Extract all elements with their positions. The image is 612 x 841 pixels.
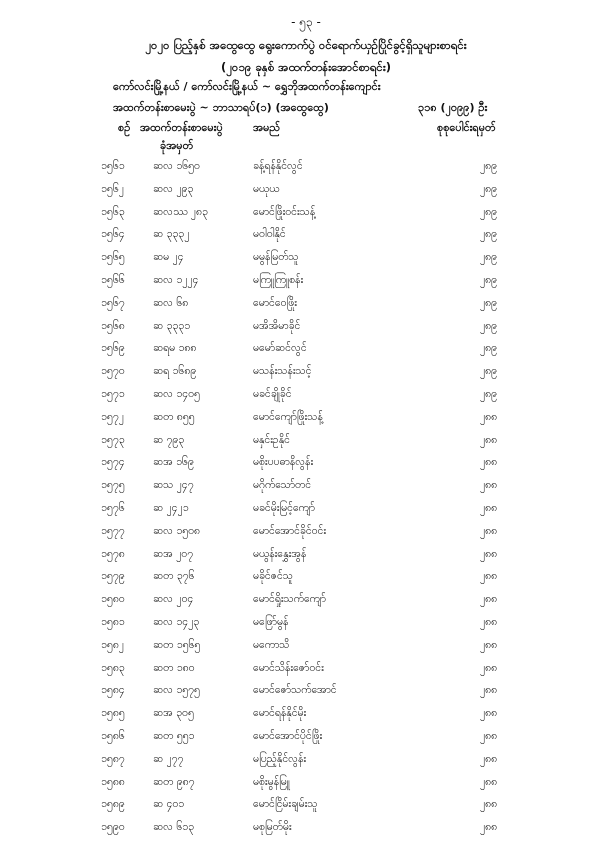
row-name: မကြူကြူစန်း xyxy=(253,273,304,286)
row-reg-number: ဆ ၂၇၇ xyxy=(153,752,184,765)
row-marks: ၂၈၈ xyxy=(480,570,498,583)
table-row xyxy=(0,681,612,704)
row-number: ၁၅၆၅ xyxy=(101,251,125,264)
table-row xyxy=(0,636,612,659)
row-marks: ၂၈၈ xyxy=(480,615,498,628)
row-reg-number: ဆတ ၁၈၀ xyxy=(153,661,195,674)
row-reg-number: ဆလ ၁၄၀၅ xyxy=(153,387,200,400)
row-name: မပြည့်နိုင်လွန်း xyxy=(253,752,307,765)
row-name: မောင်အောင်ခိုင်ဝင်း xyxy=(253,524,327,537)
row-number: ၁၅၆၁ xyxy=(101,160,125,172)
row-marks: ၂၈၉ xyxy=(480,251,498,264)
row-name: မောင်ငြိမ်းချမ်းသူ xyxy=(253,798,318,811)
row-reg-number: ဆရ ၁၆၈၉ xyxy=(153,365,197,378)
row-number: ၁၅၈၁ xyxy=(101,615,125,628)
row-reg-number: ဆလ ၂၀၄ xyxy=(153,593,194,606)
table-row xyxy=(0,431,612,454)
row-number: ၁၅၈၆ xyxy=(101,729,125,742)
row-name: မခင်ချိုခိုင် xyxy=(253,387,292,400)
row-name: မောင်ကျော်ဖြိုးသန့် xyxy=(253,410,323,423)
row-name: မသန်းသန်းသင့် xyxy=(253,365,312,378)
row-marks: ၂၈၈ xyxy=(480,729,498,742)
row-number: ၁၅၆၂ xyxy=(101,182,124,195)
row-name: မောင်ရှိုးသက်ကျော် xyxy=(253,593,326,606)
row-number: ၁၅၇၁ xyxy=(101,387,125,400)
row-marks: ၂၈၈ xyxy=(480,593,498,606)
row-number: ၁၅၆၈ xyxy=(101,319,125,332)
row-marks: ၂၈၈ xyxy=(480,479,498,492)
row-reg-number: ဆတ ၈၅၅ xyxy=(153,410,195,423)
candidate-count: ၃၁၈ (၂၀၉၉) ဦး xyxy=(418,101,488,114)
row-number: ၁၅၇၇ xyxy=(101,524,125,537)
row-reg-number: ဆ ၂၄၂၁ xyxy=(153,501,189,514)
row-reg-number: ဆတ ၃၇၆ xyxy=(153,570,195,583)
row-marks: ၂၈၈ xyxy=(480,524,498,537)
row-number: ၁၅၈၀ xyxy=(101,593,125,606)
row-name: မဝါဝါနိုင် xyxy=(253,228,286,241)
row-marks: ၂၈၉ xyxy=(480,342,498,355)
header-name: အမည် xyxy=(253,121,281,134)
row-reg-number: ဆလ ၂၉၃ xyxy=(153,182,194,195)
row-number: ၁၅၆၃ xyxy=(101,205,125,218)
row-name: မဖြော်မွန် xyxy=(253,615,289,628)
header-marks: စုစုပေါင်းရမှတ် xyxy=(437,121,496,134)
row-reg-number: ဆမ ၂၄ xyxy=(153,251,184,264)
header-reg: အထက်တန်းစာမေးပွဲ xyxy=(140,121,223,134)
header-no: စဉ် xyxy=(118,121,131,134)
row-name: မောင်ဝေဖြိုး xyxy=(253,296,297,309)
table-row xyxy=(0,225,612,248)
row-name: မောင်ဇော်သက်အောင် xyxy=(253,684,337,697)
row-marks: ၂၈၈ xyxy=(480,821,498,834)
row-number: ၁၅၉၀ xyxy=(101,821,125,834)
row-marks: ၂၈၈ xyxy=(480,661,498,674)
row-reg-number: ဆ ၇၉၃ xyxy=(153,433,185,446)
row-number: ၁၅၆၆ xyxy=(101,273,125,286)
row-name: မခိုင်ဇင်သူ xyxy=(253,570,293,583)
row-number: ၁၅၆၉ xyxy=(101,342,125,355)
table-row xyxy=(0,339,612,362)
table-row xyxy=(0,453,612,476)
table-row xyxy=(0,567,612,590)
row-number: ၁၅၇၆ xyxy=(101,501,125,514)
table-row xyxy=(0,750,612,773)
row-number: ၁၅၈၅ xyxy=(101,707,125,720)
row-name: မောင်သိန်းဇော်ဝင်း xyxy=(253,661,324,674)
row-name: မောင်ရန်နိုင်မိုး xyxy=(253,707,307,720)
table-row xyxy=(0,545,612,568)
page-number: - ၅၃ - xyxy=(291,15,321,29)
table-row xyxy=(0,704,612,727)
row-name: မမွန်မြတ်သူ xyxy=(253,251,299,264)
row-number: ၁၅၈၄ xyxy=(101,684,125,697)
table-row xyxy=(0,271,612,294)
row-marks: ၂၈၈ xyxy=(480,798,498,811)
row-name: မစိုးပပဓာနိလွန်း xyxy=(253,456,314,469)
row-reg-number: ဆလ ၁၅၇၅ xyxy=(153,684,200,697)
row-reg-number: ဆလ ၆၈ xyxy=(153,296,189,309)
location-line: ကော်လင်းမြို့နယ် / ကော်လင်းမြို့နယ် ~ ရွှေဘိုအထက်တန်းကျောင်း xyxy=(113,80,381,93)
row-marks: ၂၈၈ xyxy=(480,433,498,446)
row-marks: ၂၈၈ xyxy=(480,410,498,423)
row-reg-number: ဆလ ၆၁၃ xyxy=(153,821,195,834)
row-marks: ၂၈၈ xyxy=(480,775,498,788)
row-reg-number: ဆတ ၅၅၁ xyxy=(153,729,195,742)
row-reg-number: ဆတ ၉၈၇ xyxy=(153,775,195,788)
row-marks: ၂၈၈ xyxy=(480,456,498,469)
row-marks: ၂၈၈ xyxy=(480,638,498,651)
row-marks: ၂၈၉ xyxy=(480,182,498,195)
row-name: မကောသိ xyxy=(253,638,290,651)
row-reg-number: ဆတ ၁၅၆၅ xyxy=(153,638,201,651)
row-name: မစိုးမွန်မြူ xyxy=(253,775,290,788)
row-number: ၁၅၇၈ xyxy=(101,547,125,560)
row-name: မမော်ဆင်လွင် xyxy=(253,342,307,355)
row-name: မနှင်းဥနိုင် xyxy=(253,433,290,446)
row-marks: ၂၈၉ xyxy=(480,387,498,400)
table-row xyxy=(0,157,612,180)
row-number: ၁၅၇၉ xyxy=(101,570,125,583)
table-row xyxy=(0,476,612,499)
table-row xyxy=(0,294,612,317)
row-reg-number: ဆလ ၁၄၂၃ xyxy=(153,615,200,628)
row-reg-number: ဆအ ၁၆၉ xyxy=(153,456,194,469)
row-marks: ၂၈၉ xyxy=(480,296,498,309)
row-marks: ၂၈၉ xyxy=(480,365,498,378)
row-marks: ၂၈၉ xyxy=(480,160,498,172)
row-marks: ၂၈၉ xyxy=(480,205,498,218)
row-number: ၁၅၈၈ xyxy=(101,775,125,788)
table-row xyxy=(0,317,612,340)
row-name: မခင်မိုးမြင့်ကျော် xyxy=(253,501,315,514)
row-reg-number: ဆအ ၃၀၅ xyxy=(153,707,194,720)
row-name: မစုမြတ်မိုး xyxy=(253,821,292,834)
row-marks: ၂၈၈ xyxy=(480,684,498,697)
row-number: ၁၅၇၃ xyxy=(101,433,125,446)
row-reg-number: ဆလ ၁၂၂၄ xyxy=(153,273,199,286)
row-name: မောင်ဖြိုးဝင်းသန့် xyxy=(253,205,316,218)
row-number: ၁၅၈၉ xyxy=(101,798,125,811)
row-marks: ၂၈၈ xyxy=(480,501,498,514)
table-row xyxy=(0,203,612,226)
candidate-list xyxy=(0,157,612,841)
row-marks: ၂၈၉ xyxy=(480,273,498,286)
row-reg-number: ဆ ၃၃၃၂ xyxy=(153,228,190,241)
row-number: ၁၅၇၅ xyxy=(101,479,125,492)
row-number: ၁၅၇၂ xyxy=(101,410,124,423)
row-number: ၁၅၈၃ xyxy=(101,661,125,674)
table-row xyxy=(0,795,612,818)
row-name: မောင်အောင်ပိုင်ဖြိုး xyxy=(253,729,323,742)
table-row xyxy=(0,590,612,613)
row-marks: ၂၈၈ xyxy=(480,707,498,720)
document-title: ၂၀၂၀ ပြည့်နှစ် အထွေထွေ ရွေးကောက်ပွဲ ဝင်ရောက်ယှဉ်ပြိုင်ခွင့်ရှိသူများစာရင်း xyxy=(145,38,467,52)
row-marks: ၂၈၉ xyxy=(480,228,498,241)
row-name: မဂိုက်သော်တင် xyxy=(253,479,312,492)
row-number: ၁၅၆၇ xyxy=(101,296,125,309)
row-reg-number: ဆလဿ ၂၈၃ xyxy=(153,205,208,218)
table-row xyxy=(0,180,612,203)
table-row xyxy=(0,385,612,408)
row-reg-number: ဆသ ၂၄၇ xyxy=(153,479,194,492)
row-reg-number: ဆအ ၂၀၇ xyxy=(153,547,194,560)
row-number: ၁၅၆၄ xyxy=(101,228,125,241)
row-reg-number: ဆလ ၁၆၅၀ xyxy=(153,160,200,172)
table-row xyxy=(0,522,612,545)
document-subtitle: (၂၀၁၉ ခုနှစ် အထက်တန်းအောင်စာရင်း) xyxy=(220,60,391,74)
table-row xyxy=(0,499,612,522)
header-reg-line2: ခုံအမှတ် xyxy=(160,139,194,152)
row-reg-number: ဆလ ၁၅၀၈ xyxy=(153,524,201,537)
row-name: မအိအိမာခိုင် xyxy=(253,319,301,332)
row-name: ခန့်ရန်နိုင်လွင် xyxy=(253,160,303,172)
table-row xyxy=(0,727,612,750)
row-number: ၁၅၈၇ xyxy=(101,752,125,765)
row-marks: ၂၈၈ xyxy=(480,547,498,560)
row-number: ၁၅၇၄ xyxy=(101,456,125,469)
row-number: ၁၅၈၂ xyxy=(101,638,124,651)
table-row xyxy=(0,248,612,271)
table-row xyxy=(0,613,612,636)
table-row xyxy=(0,408,612,431)
row-reg-number: ဆ ၃၃၃၁ xyxy=(153,319,191,332)
row-reg-number: ဆ ၄၀၁ xyxy=(153,798,185,811)
row-number: ၁၅၇၀ xyxy=(101,365,125,378)
table-row xyxy=(0,362,612,385)
table-row xyxy=(0,818,612,841)
table-row xyxy=(0,659,612,682)
row-name: မယွန်းနွှေးအွန် xyxy=(253,547,307,560)
row-name: မယုယ xyxy=(253,182,280,195)
row-reg-number: ဆရမ ၁၈၈ xyxy=(153,342,197,355)
row-marks: ၂၈၉ xyxy=(480,319,498,332)
sub-location-line: အထက်တန်းစာမေးပွဲ ~ ဘာသာရပ်(၁) (အထွေထွေ) xyxy=(113,101,329,114)
row-marks: ၂၈၈ xyxy=(480,752,498,765)
